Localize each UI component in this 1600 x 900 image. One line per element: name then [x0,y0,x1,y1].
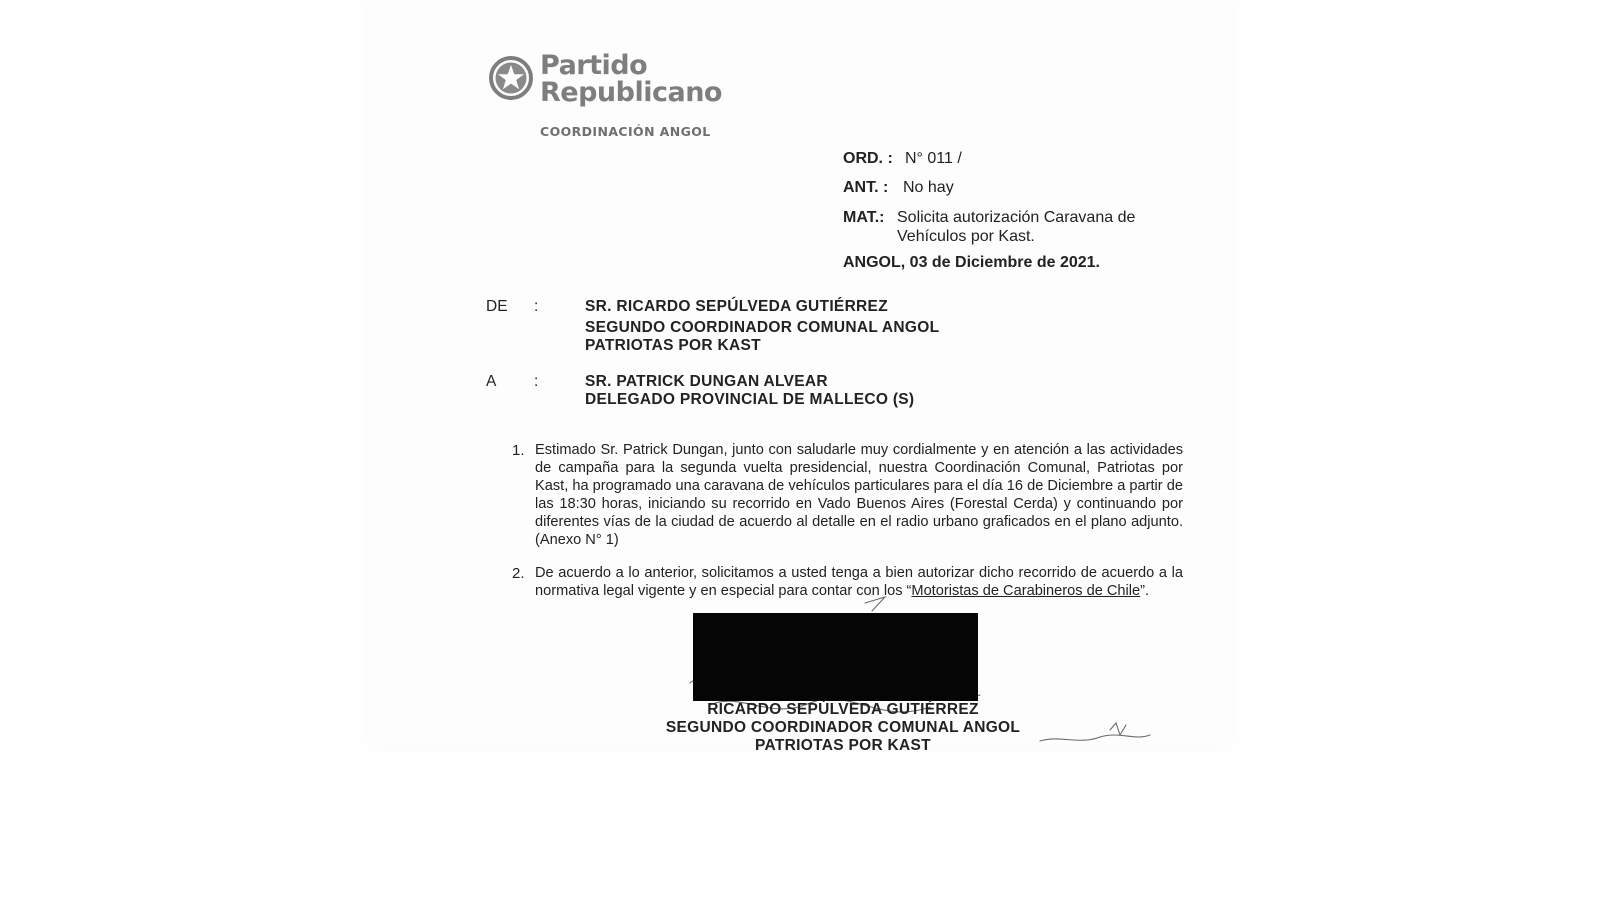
paragraph-2-number: 2. [512,565,525,582]
paragraph-1: Estimado Sr. Patrick Dungan, junto con saludarle muy cordialmente y en atención a las actividades de campaña para la segunda vuelta presidencial, nuestra Coordinación Comunal, Patriotas por Kast, ha programado una caravana de vehículos particulares para el día 16 de Diciembre a partir de las 18:30 horas, iniciando su recorrido en Vado Buenos Aires (Forestal Cerda) y continuando por diferentes vías de la ciudad de acuerdo al detalle en el radio urbano graficados en el plano adjunto. (Anexo N° 1) [535,442,1183,548]
logo-text-partido: Partido [540,50,648,81]
paragraph-1-number: 1. [512,442,525,459]
ord-value: N° 011 / [905,150,962,167]
to-label: A [486,373,497,390]
ord-label: ORD. : [843,150,893,167]
star-icon [488,55,534,101]
from-colon: : [534,298,539,315]
to-name: SR. PATRICK DUNGAN ALVEAR [585,373,828,390]
logo-text-republicano: Republicano [540,77,722,108]
from-label: DE [486,298,508,315]
paragraph-2-text: De acuerdo a lo anterior, solicitamos a usted tenga a bien autorizar dicho recorrido de acuerdo a la normativa legal vigente y en especial para contar con los “ [535,565,1183,599]
ant-label: ANT. : [843,179,889,196]
mat-label: MAT.: [843,209,885,226]
motoristas-reference: Motoristas de Carabineros de Chile [911,583,1141,599]
to-title: DELEGADO PROVINCIAL DE MALLECO (S) [585,391,915,408]
mat-value-line2: Vehículos por Kast. [897,228,1035,245]
paragraph-2-closing: ”. [1140,583,1150,599]
redaction-box [693,613,978,701]
signature-name: RICARDO SEPÚLVEDA GUTIÉRREZ [707,701,979,718]
signature-org: PATRIOTAS POR KAST [755,737,931,754]
from-name: SR. RICARDO SEPÚLVEDA GUTIÉRREZ [585,298,888,315]
ant-value: No hay [903,179,954,196]
to-colon: : [534,373,539,390]
from-title: SEGUNDO COORDINADOR COMUNAL ANGOL [585,319,940,336]
from-org: PATRIOTAS POR KAST [585,337,761,354]
document-date: ANGOL, 03 de Diciembre de 2021. [843,254,1100,271]
mat-value-line1: Solicita autorización Caravana de [897,209,1136,226]
letterhead-subtitle: COORDINACIÓN ANGOL [540,124,711,139]
signature-title: SEGUNDO COORDINADOR COMUNAL ANGOL [665,719,1021,736]
